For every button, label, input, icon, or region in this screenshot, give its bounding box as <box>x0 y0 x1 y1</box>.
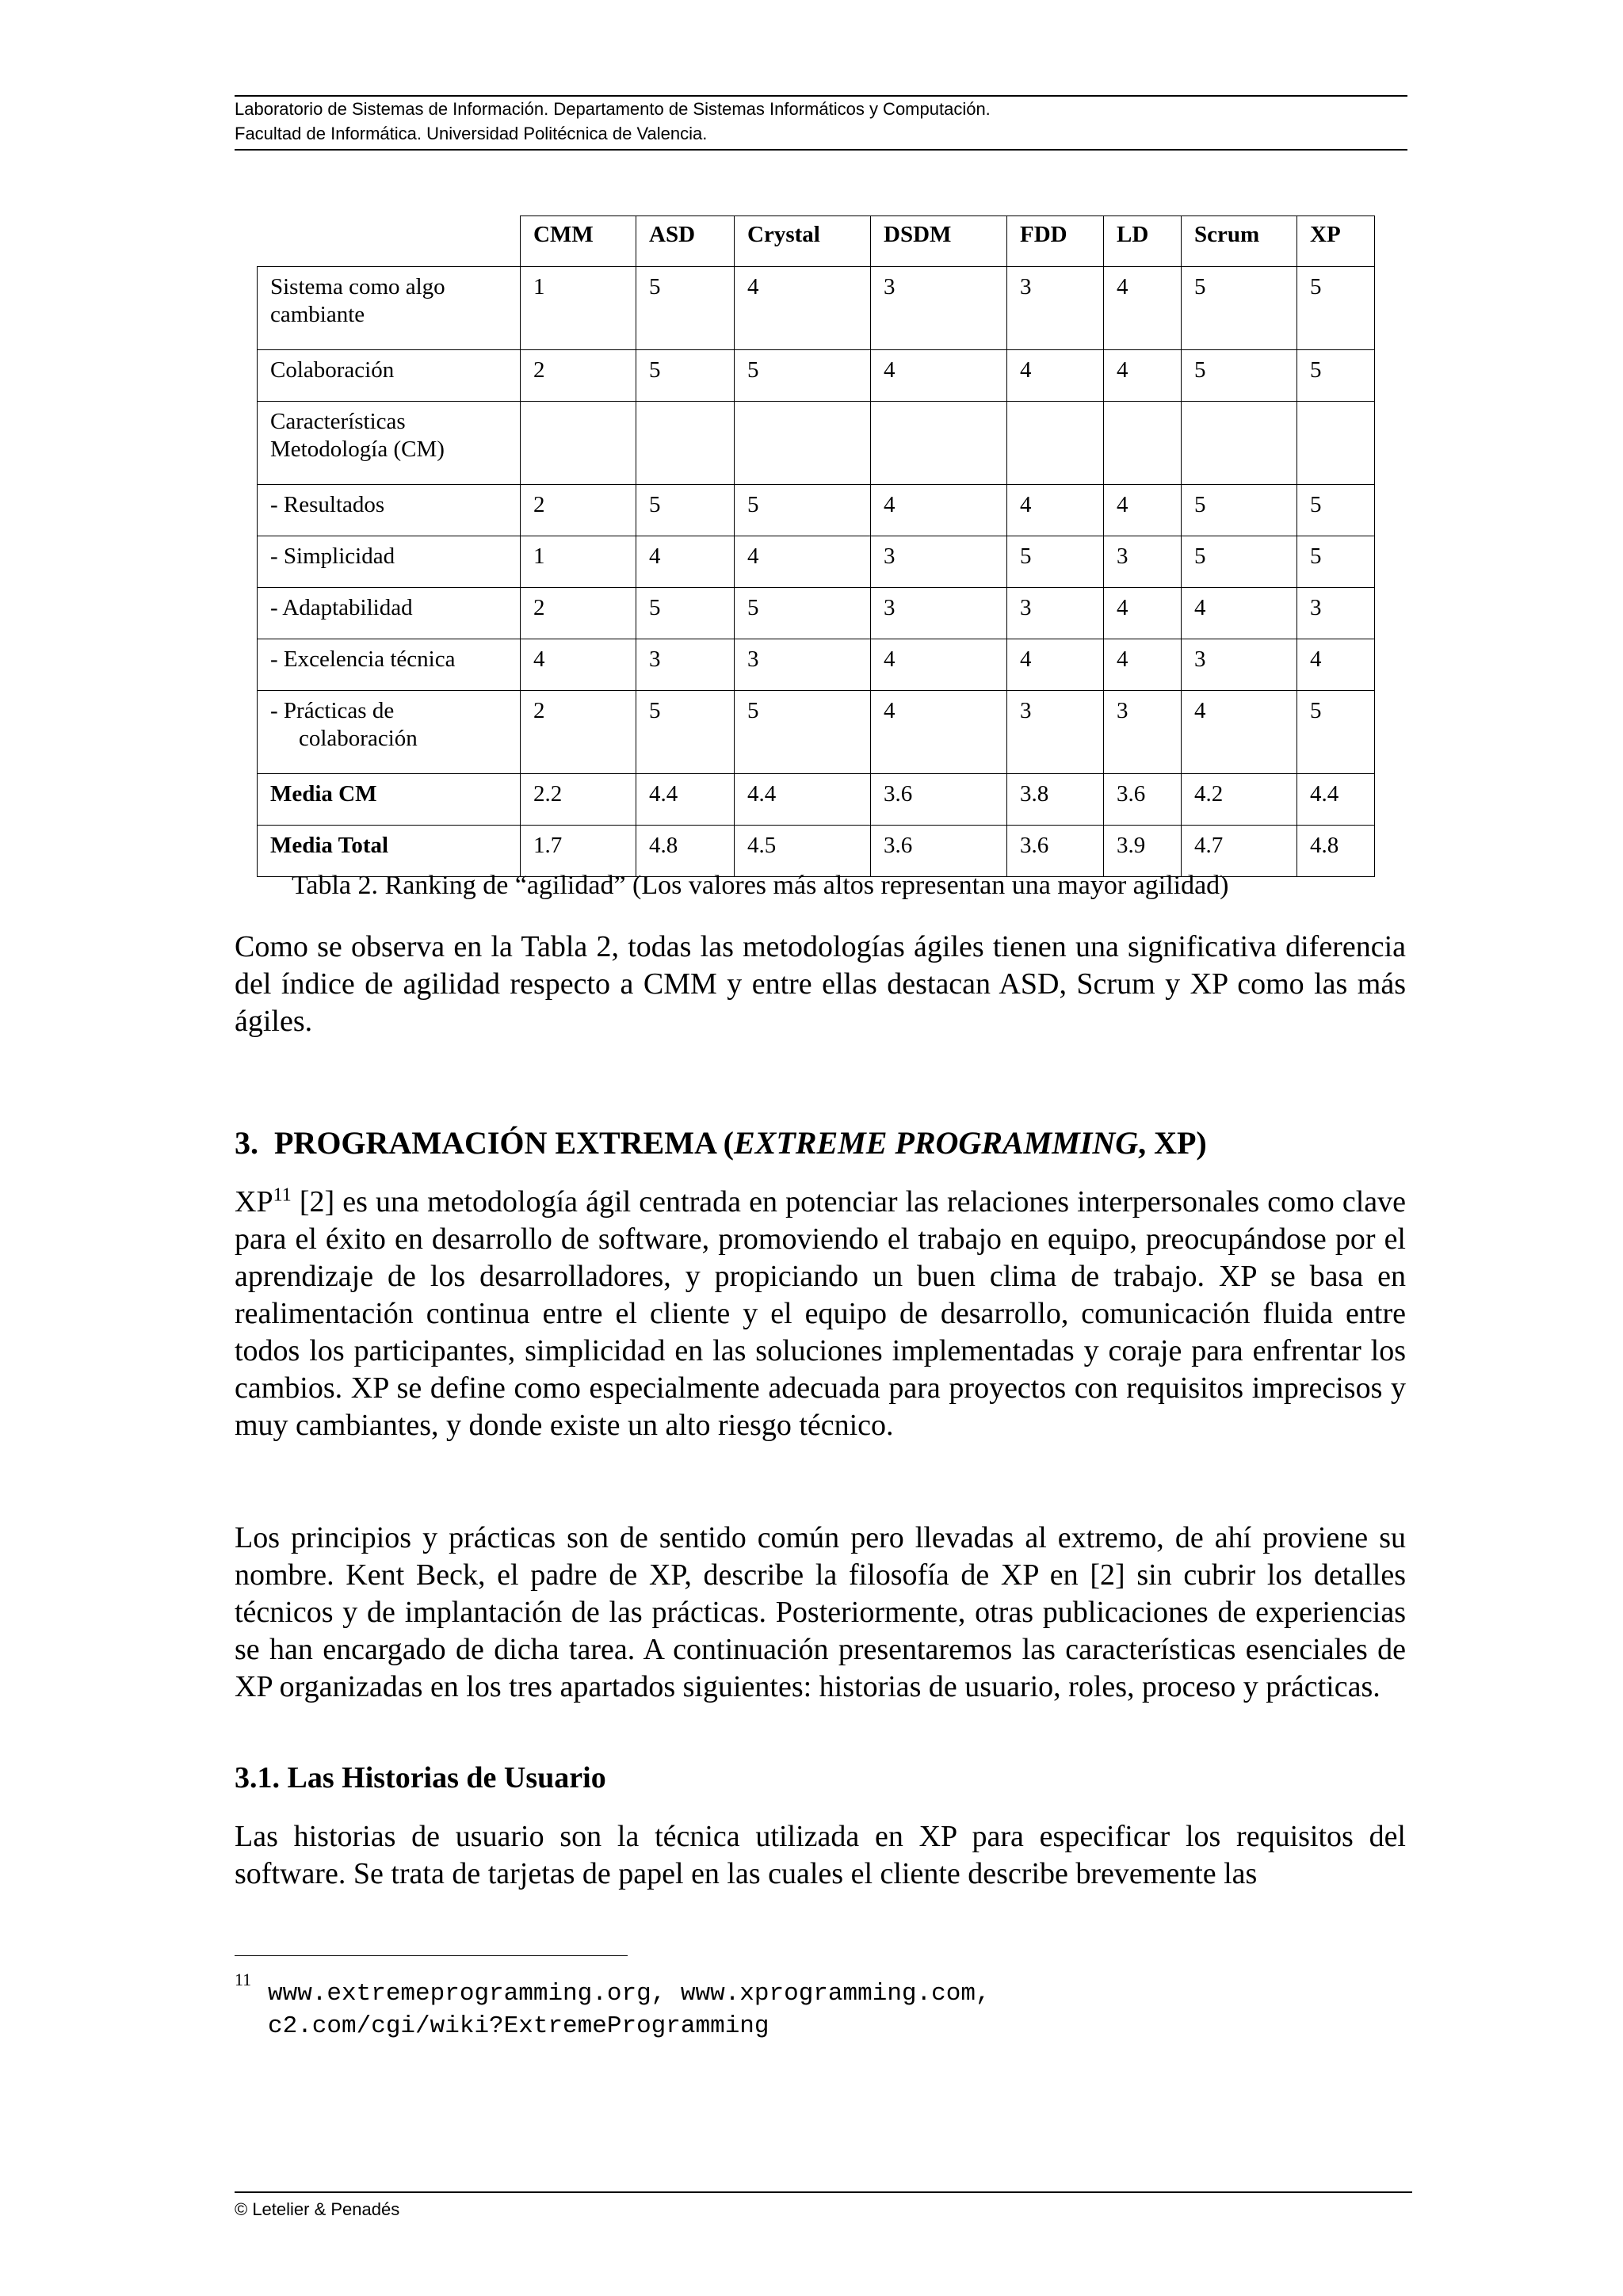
section-title-italic: EXTREME PROGRAMMING <box>733 1125 1139 1161</box>
section-title-pre: PROGRAMACIÓN EXTREMA ( <box>274 1125 734 1161</box>
table-cell: 3 <box>871 267 1007 350</box>
column-header: ASD <box>636 216 735 267</box>
table-header-row <box>258 216 1375 267</box>
table-cell: 3.6 <box>871 826 1007 877</box>
table-cell: 2 <box>521 691 636 774</box>
table-cell: 5 <box>1182 536 1297 588</box>
paragraph-principles: Los principios y prácticas son de sentido común pero llevadas al extremo, de ahí proviene su nombre. Kent Beck, el padre de XP, describe la filosofía de XP en [2] sin cubrir los detalles técnicos y de implantación de las prácticas. Posteriormente, otras publicaciones de experiencias se han encargado de dicha tarea. A continuación presentaremos las características esenciales de XP organizadas en los tres apartados siguientes: historias de usuario, roles, proceso y prácticas. <box>235 1521 1406 1703</box>
table-cell: 2 <box>521 588 636 639</box>
table-cell <box>1182 402 1297 485</box>
table-row <box>258 485 1375 536</box>
section-title-post: , XP) <box>1138 1125 1207 1161</box>
table-cell <box>1297 402 1375 485</box>
table-cell: 5 <box>636 267 735 350</box>
table-row <box>258 350 1375 402</box>
table-row <box>258 826 1375 877</box>
table-cell: 5 <box>1182 485 1297 536</box>
table-cell: 4.4 <box>1297 774 1375 826</box>
header-line-2: Facultad de Informática. Universidad Politécnica de Valencia. <box>235 124 708 143</box>
table-cell: 3 <box>1007 267 1104 350</box>
table-cell: 5 <box>636 485 735 536</box>
table-cell <box>636 402 735 485</box>
table-cell: 4 <box>1104 588 1182 639</box>
table-cell: 3 <box>1007 588 1104 639</box>
row-label: - Resultados <box>258 485 521 536</box>
table-cell: 3 <box>1104 536 1182 588</box>
row-label: Sistema como algo cambiante <box>258 267 521 350</box>
table-cell: 4 <box>1007 639 1104 691</box>
table-cell: 3 <box>735 639 871 691</box>
footnote-ref: 11 <box>273 1184 292 1206</box>
table-cell: 1 <box>521 536 636 588</box>
column-header: DSDM <box>871 216 1007 267</box>
column-header: XP <box>1297 216 1375 267</box>
table-cell: 3 <box>1104 691 1182 774</box>
column-header: FDD <box>1007 216 1104 267</box>
paragraph-xp-intro <box>235 1184 1406 1444</box>
table-cell: 4 <box>1104 485 1182 536</box>
section-number: 3. <box>235 1125 258 1161</box>
table-cell: 4 <box>735 536 871 588</box>
footer-copyright: © Letelier & Penadés <box>235 2199 400 2219</box>
table-corner-cell <box>258 216 521 267</box>
table-cell: 4 <box>1104 639 1182 691</box>
table-cell: 4.8 <box>1297 826 1375 877</box>
table-cell: 4 <box>1104 267 1182 350</box>
footnote-separator <box>235 1955 628 1956</box>
table-caption: Tabla 2. Ranking de “agilidad” (Los valores más altos representan una mayor agilidad) <box>292 871 1229 900</box>
table-cell: 5 <box>1297 267 1375 350</box>
table-cell: 3 <box>1182 639 1297 691</box>
table-cell: 5 <box>735 485 871 536</box>
footnote-line-1: www.extremeprogramming.org, www.xprogramming.com, <box>268 1980 991 2008</box>
row-label-text: - Prácticas de colaboración <box>270 698 418 751</box>
row-label: - Excelencia técnica <box>258 639 521 691</box>
xp-intro-text: [2] es una metodología ágil centrada en potenciar las relaciones interpersonales como clave para el éxito en desarrollo de software, promoviendo el trabajo en equipo, preocupándose por el aprendizaje de los desarrolladores, y propiciando un buen clima de trabajo. XP se basa en realimentación continua entre el cliente y el equipo de desarrollo, comunicación fluida entre todos los participantes, simplicidad en las soluciones implementadas y coraje para enfrentar los cambios. XP se define como especialmente adecuada para proyectos con requisitos imprecisos y muy cambiantes, y donde existe un alto riesgo técnico. <box>235 1185 1406 1442</box>
footnote-line-2: c2.com/cgi/wiki?ExtremeProgramming <box>268 2012 769 2040</box>
table-row <box>258 588 1375 639</box>
running-header <box>235 97 1406 146</box>
column-header: Scrum <box>1182 216 1297 267</box>
xp-lead: XP <box>235 1185 273 1219</box>
table-cell: 4 <box>871 691 1007 774</box>
table-cell: 4 <box>1007 485 1104 536</box>
table-cell <box>735 402 871 485</box>
agility-ranking-table <box>257 215 1375 877</box>
header-line-1: Laboratorio de Sistemas de Información. Departamento de Sistemas Informáticos y Computación. <box>235 99 991 119</box>
section-3-heading <box>235 1124 1207 1162</box>
table-cell: 4.4 <box>735 774 871 826</box>
row-label: Colaboración <box>258 350 521 402</box>
table-row <box>258 536 1375 588</box>
table-row <box>258 774 1375 826</box>
header-bottom-rule <box>235 149 1407 151</box>
column-header: CMM <box>521 216 636 267</box>
table-cell: 3 <box>636 639 735 691</box>
table-cell: 1.7 <box>521 826 636 877</box>
header-top-rule <box>235 95 1407 97</box>
table-cell: 3.9 <box>1104 826 1182 877</box>
table-cell: 4.4 <box>636 774 735 826</box>
table-cell: 3.6 <box>1007 826 1104 877</box>
paragraph-user-stories: Las historias de usuario son la técnica utilizada en XP para especificar los requisitos del software. Se trata de tarjetas de papel en las cuales el cliente describe brevemente las <box>235 1820 1406 1890</box>
table-cell: 4 <box>871 350 1007 402</box>
table-cell: 5 <box>1297 536 1375 588</box>
footnote-number: 11 <box>235 1970 252 1989</box>
table-cell: 5 <box>1297 691 1375 774</box>
row-label: - Adaptabilidad <box>258 588 521 639</box>
table-cell: 4 <box>1182 588 1297 639</box>
table-cell: 4 <box>521 639 636 691</box>
row-label: - Simplicidad <box>258 536 521 588</box>
table-cell <box>1007 402 1104 485</box>
paragraph-table-summary: Como se observa en la Tabla 2, todas las metodologías ágiles tienen una significativa diferencia del índice de agilidad respecto a CMM y entre ellas destacan ASD, Scrum y XP como las más ágiles. <box>235 930 1406 1038</box>
table-cell: 2.2 <box>521 774 636 826</box>
table-cell: 4 <box>871 639 1007 691</box>
table-cell: 4 <box>1104 350 1182 402</box>
column-header: Crystal <box>735 216 871 267</box>
table-cell: 5 <box>636 691 735 774</box>
table-row <box>258 267 1375 350</box>
table-cell: 5 <box>735 588 871 639</box>
table-cell: 5 <box>1007 536 1104 588</box>
table-cell: 1 <box>521 267 636 350</box>
table-row <box>258 402 1375 485</box>
table-cell: 3 <box>1007 691 1104 774</box>
table-cell: 2 <box>521 485 636 536</box>
table-cell: 3 <box>871 536 1007 588</box>
table-cell: 3.6 <box>871 774 1007 826</box>
table-cell: 5 <box>636 350 735 402</box>
table-cell: 5 <box>735 691 871 774</box>
section-3-1-heading: 3.1. Las Historias de Usuario <box>235 1761 606 1794</box>
table-cell: 4 <box>1297 639 1375 691</box>
table-row <box>258 691 1375 774</box>
row-label <box>258 691 521 774</box>
table-cell: 4.7 <box>1182 826 1297 877</box>
column-header: LD <box>1104 216 1182 267</box>
table-cell: 5 <box>1297 485 1375 536</box>
table-cell: 3 <box>1297 588 1375 639</box>
row-label: Media CM <box>258 774 521 826</box>
row-label: Media Total <box>258 826 521 877</box>
table-cell: 5 <box>735 350 871 402</box>
row-label: Características Metodología (CM) <box>258 402 521 485</box>
table-cell: 4.8 <box>636 826 735 877</box>
footnote-text <box>268 1978 991 2042</box>
table-cell: 2 <box>521 350 636 402</box>
table-cell: 5 <box>1182 350 1297 402</box>
footer-rule <box>235 2191 1412 2193</box>
table-cell: 3.8 <box>1007 774 1104 826</box>
table-cell: 4.2 <box>1182 774 1297 826</box>
table-cell: 4.5 <box>735 826 871 877</box>
table-cell: 3 <box>871 588 1007 639</box>
table-cell: 5 <box>1297 350 1375 402</box>
table-cell: 4 <box>871 485 1007 536</box>
table-cell <box>871 402 1007 485</box>
table-cell: 3.6 <box>1104 774 1182 826</box>
table-cell: 4 <box>1007 350 1104 402</box>
table-cell: 5 <box>636 588 735 639</box>
table-cell: 4 <box>1182 691 1297 774</box>
table-cell: 4 <box>735 267 871 350</box>
table-cell <box>521 402 636 485</box>
table-cell: 5 <box>1182 267 1297 350</box>
table-cell: 4 <box>636 536 735 588</box>
table-cell <box>1104 402 1182 485</box>
table-row <box>258 639 1375 691</box>
